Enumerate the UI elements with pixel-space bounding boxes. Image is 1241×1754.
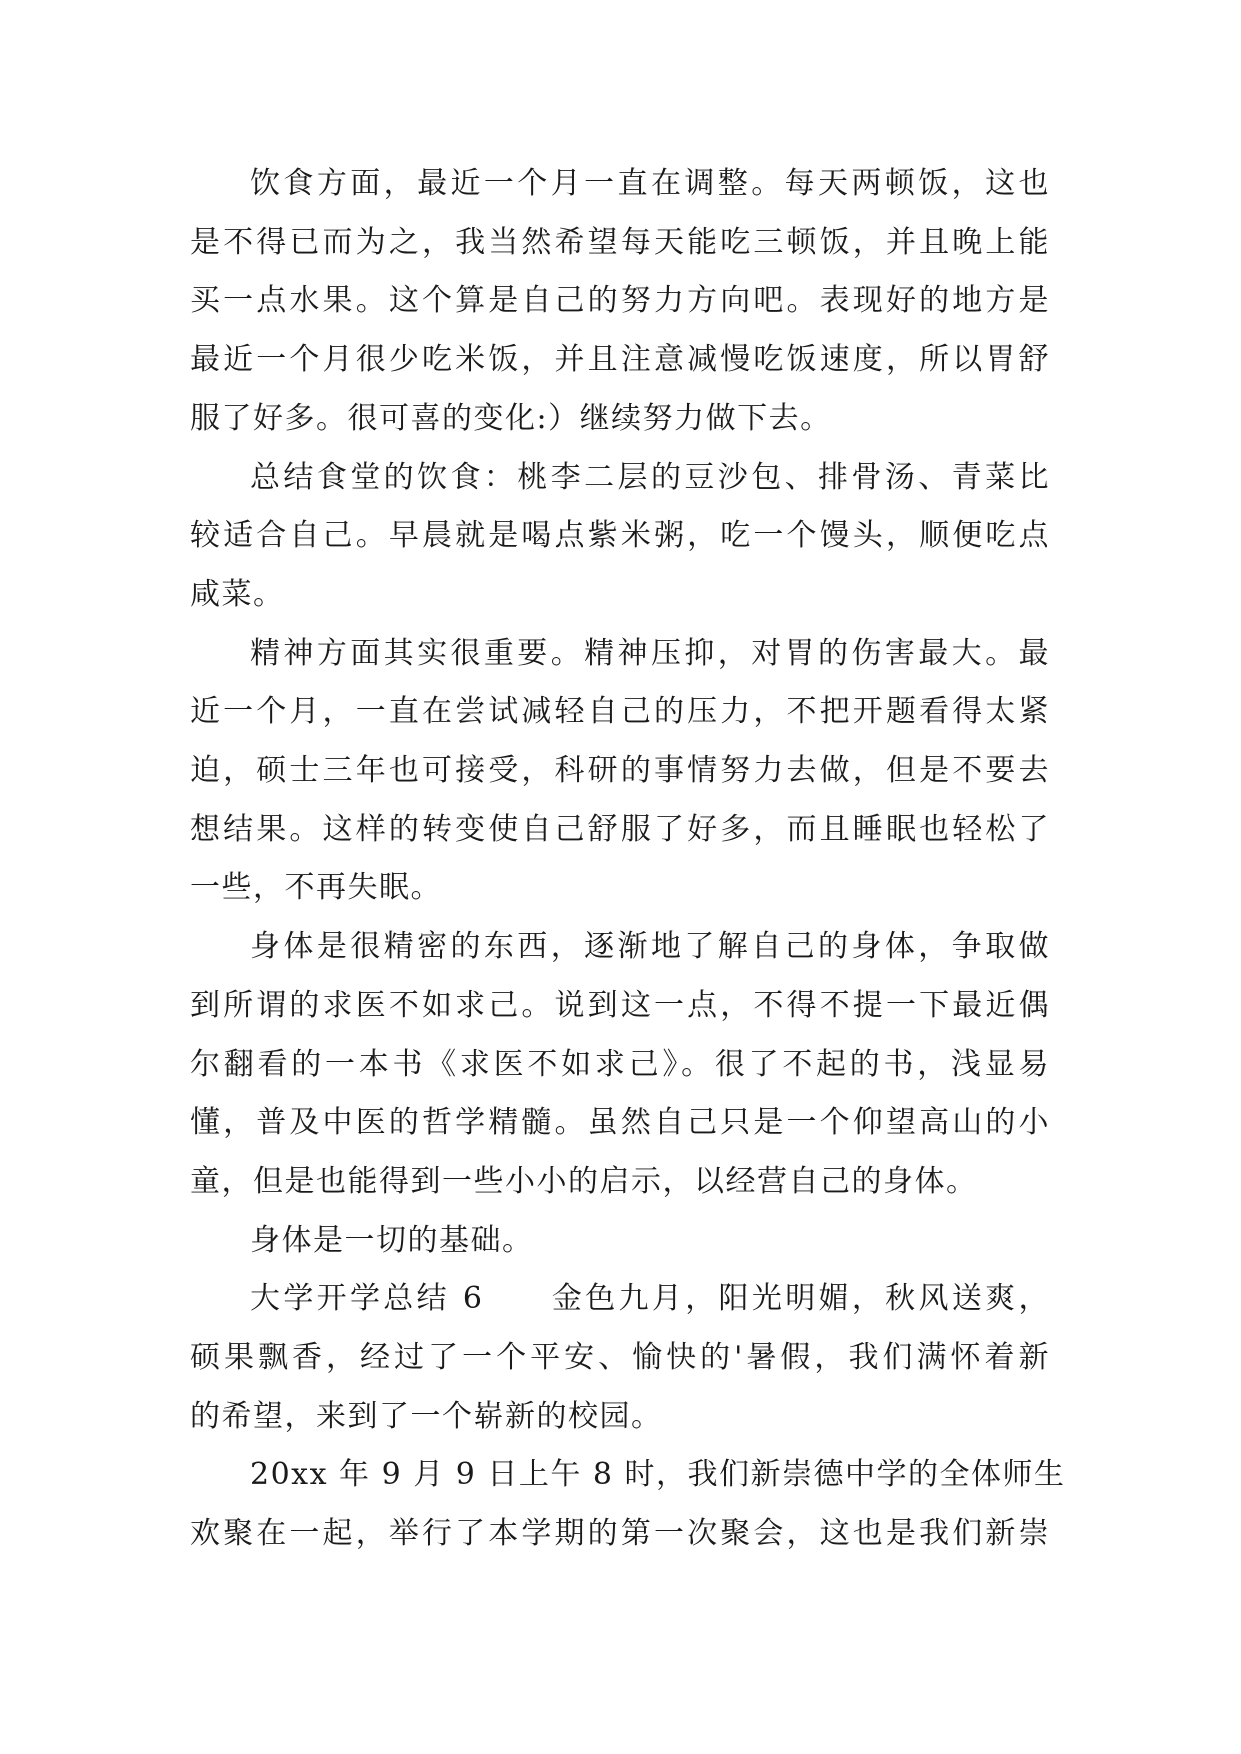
text-line: 身体是一切的基础。: [250, 1222, 534, 1258]
text-line: 懂，普及中医的哲学精髓。虽然自己只是一个仰望高山的小: [190, 1105, 1050, 1141]
text-line: 总结食堂的饮食：桃李二层的豆沙包、排骨汤、青菜比: [250, 459, 1050, 495]
paragraph-assembly: [190, 1446, 1066, 1563]
text-line: 想结果。这样的转变使自己舒服了好多，而且睡眠也轻松了: [190, 811, 1050, 847]
paragraph-mental: [190, 625, 1050, 919]
text-line: 咸菜。: [190, 576, 285, 612]
text-line: 硕果飘香，经过了一个平安、愉快的'暑假，我们满怀着新: [190, 1340, 1050, 1376]
text-line: 20xx 年 9 月 9 日上午 8 时，我们新崇德中学的全体师生: [250, 1457, 1066, 1493]
text-line: 近一个月，一直在尝试减轻自己的压力，不把开题看得太紧: [190, 694, 1050, 730]
document-body: [190, 155, 1066, 1564]
text-line: 最近一个月很少吃米饭，并且注意减慢吃饭速度，所以胃舒: [190, 342, 1050, 378]
text-line: 一些，不再失眠。: [190, 870, 442, 906]
text-line: 童，但是也能得到一些小小的启示，以经营自己的身体。: [190, 1163, 978, 1199]
paragraph-school-summary: [190, 1270, 1050, 1446]
text-line: 的希望，来到了一个崭新的校园。: [190, 1398, 663, 1434]
text-line: 尔翻看的一本书《求医不如求己》。很了不起的书，浅显易: [190, 1046, 1050, 1082]
paragraph-canteen: [190, 449, 1050, 625]
text-line: 服了好多。很可喜的变化:）继续努力做下去。: [190, 400, 832, 436]
text-line: 买一点水果。这个算是自己的努力方向吧。表现好的地方是: [190, 283, 1050, 319]
text-line: 大学开学总结 6 金色九月，阳光明媚，秋风送爽，: [250, 1281, 1050, 1317]
text-line: 迫，硕士三年也可接受，科研的事情努力去做，但是不要去: [190, 753, 1050, 789]
paragraph-foundation: [190, 1212, 1050, 1271]
text-line: 饮食方面，最近一个月一直在调整。每天两顿饭，这也: [250, 166, 1050, 201]
text-line: 欢聚在一起，举行了本学期的第一次聚会，这也是我们新崇: [190, 1516, 1050, 1552]
text-line: 身体是很精密的东西，逐渐地了解自己的身体，争取做: [250, 929, 1050, 965]
paragraph-body: [190, 918, 1050, 1212]
text-line: 精神方面其实很重要。精神压抑，对胃的伤害最大。最: [250, 635, 1050, 671]
text-line: 较适合自己。早晨就是喝点紫米粥，吃一个馒头，顺便吃点: [190, 518, 1050, 554]
text-line: 是不得已而为之，我当然希望每天能吃三顿饭，并且晚上能: [190, 224, 1050, 260]
text-line: 到所谓的求医不如求己。说到这一点，不得不提一下最近偶: [190, 987, 1050, 1023]
paragraph-diet: [190, 155, 1050, 449]
